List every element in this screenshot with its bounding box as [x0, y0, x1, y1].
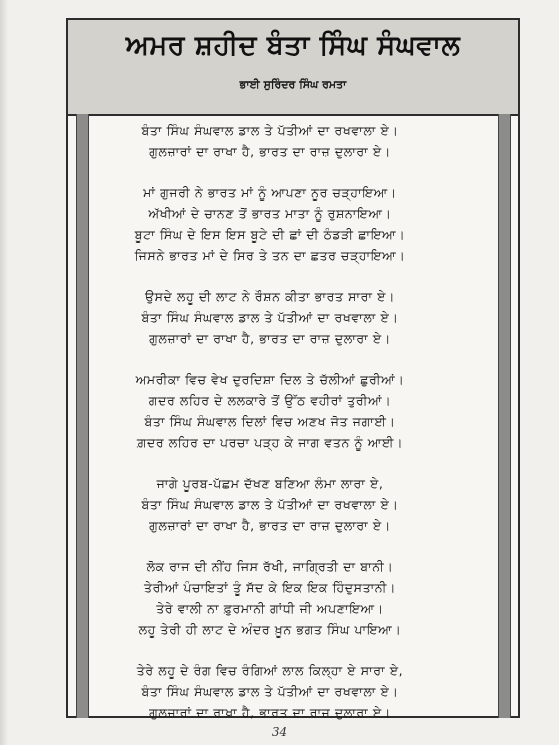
- poem-line: ਮਾਂ ਗੁਜਰੀ ਨੇ ਭਾਰਤ ਮਾਂ ਨੂੰ ਆਪਣਾ ਨੂਰ ਚੜ੍ਹਾਇਆ।: [143, 185, 397, 200]
- stanza-gap: [70, 162, 470, 182]
- stanza: [70, 182, 470, 266]
- poem-line: ਬੰਤਾ ਸਿੰਘ ਸੰਘਵਾਲ ਡਾਲ ਤੇ ਪੱਤੀਆਂ ਦਾ ਰਖਵਾਲਾ ਏ।: [141, 123, 399, 138]
- stanza-gap: [70, 536, 470, 556]
- header-banner: [68, 20, 518, 116]
- poem-line: ਬੰਤਾ ਸਿੰਘ ਸੰਘਵਾਲ ਦਿਲਾਂ ਵਿਚ ਅਣਖ ਜੋਤ ਜਗਾਈ।: [144, 414, 396, 429]
- poem-line: ਅੱਖੀਆਂ ਦੇ ਚਾਨਣ ਤੋਂ ਭਾਰਤ ਮਾਤਾ ਨੂੰ ਰੁਸ਼ਨਾਇਆ।: [148, 206, 392, 221]
- poem-line: ਤੇਰੀਆਂ ਪੰਚਾਇਤਾਂ ਤੂੰ ਸੱਦ ਕੇ ਇਕ ਇਕ ਹਿੰਦੁਸਤਾਨੀ।: [143, 580, 396, 595]
- poem-line: ਗੁਲਜ਼ਾਰਾਂ ਦਾ ਰਾਖਾ ਹੈ, ਭਾਰਤ ਦਾ ਰਾਜ਼ ਦੁਲਾਰਾ ਏ।: [149, 331, 391, 346]
- poem-line: ਲੋਕ ਰਾਜ ਦੀ ਨੀਂਹ ਜਿਸ ਰੱਖੀ, ਜਾਗ੍ਰਿਤੀ ਦਾ ਬਾਨੀ।: [146, 559, 394, 574]
- poem-body: [70, 120, 470, 723]
- stanza-gap: [70, 349, 470, 369]
- poem-line: ਜਾਗੇ ਪੂਰਬ-ਪੱਛਮ ਦੱਖਣ ਬਣਿਆ ਲੰਮਾ ਲਾਰਾ ਏ,: [156, 476, 384, 491]
- poem-line: ਬੰਤਾ ਸਿੰਘ ਸੰਘਵਾਲ ਡਾਲ ਤੇ ਪੱਤੀਆਂ ਦਾ ਰਖਵਾਲਾ ਏ।: [141, 310, 399, 325]
- poem-line: ਗੁਲਜ਼ਾਰਾਂ ਦਾ ਰਾਖਾ ਹੈ, ਭਾਰਤ ਦਾ ਰਾਜ਼ ਦੁਲਾਰਾ ਏ।: [149, 144, 391, 159]
- stanza: [70, 286, 470, 349]
- stanza-gap: [70, 453, 470, 473]
- poem-author: ਭਾਈ ਸੁਰਿੰਦਰ ਸਿੰਘ ਰਮਤਾ: [239, 78, 347, 91]
- poem-line: ਬੂਟਾ ਸਿੰਘ ਦੇ ਇਸ ਇਸ ਬੂਟੇ ਦੀ ਛਾਂ ਦੀ ਠੰਡੜੀ ਛਾਇਆ।: [134, 227, 406, 242]
- stanza: [70, 473, 470, 536]
- stanza: [70, 369, 470, 453]
- poem-line: ਤੇਰੇ ਵਾਲੀ ਨਾ ਫ਼ੁਰਮਾਨੀ ਗਾਂਧੀ ਜੀ ਅਪਣਾਇਆ।: [156, 601, 384, 616]
- poem-line: ਲਹੂ ਤੇਰੀ ਹੀ ਲਾਟ ਦੇ ਅੰਦਰ ਖ਼ੂਨ ਭਗਤ ਸਿੰਘ ਪਾਇਆ।: [138, 622, 402, 637]
- poem-line: ਅਮਰੀਕਾ ਵਿਚ ਵੇਖ ਦੁਰਦਿਸ਼ਾ ਦਿਲ ਤੇ ਚੱਲੀਆਂ ਛੁਰੀਆਂ।: [135, 372, 405, 387]
- stanza-gap: [70, 266, 470, 286]
- poem-line: ਬੰਤਾ ਸਿੰਘ ਸੰਘਵਾਲ ਡਾਲ ਤੇ ਪੱਤੀਆਂ ਦਾ ਰਖਵਾਲਾ ਏ।: [141, 497, 399, 512]
- poem-line: ਬੰਤਾ ਸਿੰਘ ਸੰਘਵਾਲ ਡਾਲ ਤੇ ਪੱਤੀਆਂ ਦਾ ਰਖਵਾਲਾ ਏ।: [141, 684, 399, 699]
- stanza: [70, 120, 470, 162]
- stanza: [70, 660, 470, 723]
- poem-line: ਗੁਲਜ਼ਾਰਾਂ ਦਾ ਰਾਖਾ ਹੈ, ਭਾਰਤ ਦਾ ਰਾਜ਼ ਦੁਲਾਰਾ ਏ।: [149, 518, 391, 533]
- page-number: 34: [271, 725, 288, 739]
- poem-line: ਉਸਦੇ ਲਹੂ ਦੀ ਲਾਟ ਨੇ ਰੌਸ਼ਨ ਕੀਤਾ ਭਾਰਤ ਸਾਰਾ ਏ।: [144, 289, 396, 304]
- right-decorative-bar: [498, 114, 511, 718]
- poem-line: ਗ਼ਦਰ ਲਹਿਰ ਦਾ ਪਰਚਾ ਪੜ੍ਹ ਕੇ ਜਾਗ ਵਤਨ ਨੂੰ ਆਈ।: [136, 435, 404, 450]
- poem-line: ਗਦਰ ਲਹਿਰ ਦੇ ਲਲਕਾਰੇ ਤੋਂ ਉੱਠ ਵਹੀਰਾਂ ਤੁਰੀਆਂ।: [148, 393, 392, 408]
- poem-title: ਅਮਰ ਸ਼ਹੀਦ ਬੰਤਾ ਸਿੰਘ ਸੰਘਵਾਲ: [125, 30, 461, 61]
- poem-line: ਤੇਰੇ ਲਹੂ ਦੇ ਰੰਗ ਵਿਚ ਰੰਗਿਆਂ ਲਾਲ ਕਿਲ੍ਹਾ ਏ ਸਾਰਾ ਏ,: [136, 663, 404, 678]
- poem-line: ਗੁਲਜ਼ਾਰਾਂ ਦਾ ਰਾਖਾ ਹੈ, ਭਾਰਤ ਦਾ ਰਾਜ਼ ਦੁਲਾਰਾ ਏ।: [149, 705, 391, 720]
- stanza-gap: [70, 640, 470, 660]
- poem-line: ਜਿਸਨੇ ਭਾਰਤ ਮਾਂ ਦੇ ਸਿਰ ਤੇ ਤਨ ਦਾ ਛਤਰ ਚੜ੍ਹਾਇਆ।: [134, 248, 406, 263]
- page-shadow: [0, 0, 8, 745]
- stanza: [70, 556, 470, 640]
